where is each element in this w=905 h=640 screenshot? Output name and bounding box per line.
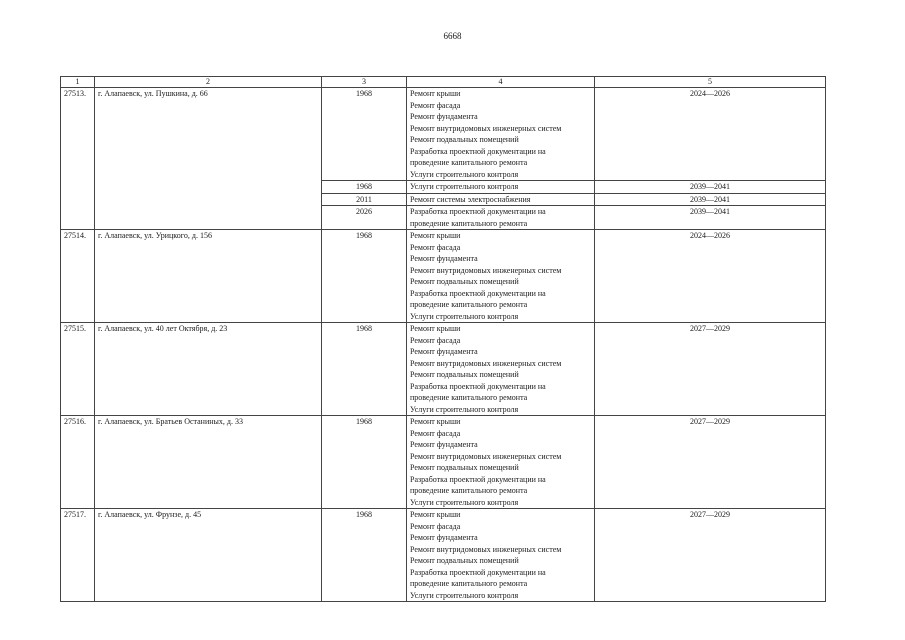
repair-schedule-table — [60, 76, 826, 602]
work-item: Ремонт крыши — [410, 324, 461, 333]
works-cell — [407, 181, 595, 194]
work-item: Ремонт внутридомовых инженерных систем — [410, 123, 562, 133]
work-item: Ремонт системы электроснабжения — [410, 194, 531, 204]
work-item: Ремонт крыши — [410, 231, 461, 240]
period-cell: 2039—2041 — [595, 206, 826, 230]
work-item: Услуги строительного контроля — [410, 404, 519, 414]
year-cell: 1968 — [322, 323, 407, 416]
table-row — [61, 230, 826, 323]
object-number: 27513. — [61, 88, 95, 230]
work-item: Ремонт подвальных помещений — [410, 556, 519, 565]
column-header: 1 — [61, 77, 95, 88]
work-item: Ремонт крыши — [410, 417, 461, 426]
table-row — [61, 416, 826, 509]
work-item: Ремонт подвальных помещений — [410, 135, 519, 144]
work-item: Ремонт фундамента — [410, 254, 478, 263]
work-item: Ремонт фасада — [410, 242, 461, 252]
column-header: 5 — [595, 77, 826, 88]
work-item: Ремонт крыши — [410, 89, 461, 98]
works-cell — [407, 416, 595, 509]
building-address: г. Алапаевск, ул. Фрунзе, д. 45 — [95, 509, 322, 602]
table-row — [61, 509, 826, 602]
work-item: Ремонт внутридомовых инженерных систем — [410, 265, 562, 275]
work-item: Ремонт фундамента — [410, 533, 478, 542]
work-item: проведение капитального ремонта — [410, 579, 528, 588]
works-cell — [407, 230, 595, 323]
work-item: Ремонт фасада — [410, 428, 461, 438]
work-item: Ремонт внутридомовых инженерных систем — [410, 544, 562, 554]
work-item: Разработка проектной документации на — [410, 146, 546, 156]
work-item: Услуги строительного контроля — [410, 311, 519, 321]
period-cell: 2027—2029 — [595, 416, 826, 509]
work-item: Услуги строительного контроля — [410, 182, 519, 191]
work-item: проведение капитального ремонта — [410, 486, 528, 495]
works-cell — [407, 323, 595, 416]
building-address: г. Алапаевск, ул. Урицкого, д. 156 — [95, 230, 322, 323]
object-number: 27516. — [61, 416, 95, 509]
object-number: 27515. — [61, 323, 95, 416]
period-cell: 2024—2026 — [595, 88, 826, 181]
object-number: 27514. — [61, 230, 95, 323]
work-item: Разработка проектной документации на — [410, 567, 546, 577]
year-cell: 1968 — [322, 181, 407, 194]
work-item: проведение капитального ремонта — [410, 300, 528, 309]
column-header: 3 — [322, 77, 407, 88]
column-header: 4 — [407, 77, 595, 88]
work-item: Ремонт подвальных помещений — [410, 463, 519, 472]
work-item: Ремонт фасада — [410, 521, 461, 531]
work-item: Разработка проектной документации на — [410, 288, 546, 298]
work-item: Ремонт крыши — [410, 510, 461, 519]
work-item: проведение капитального ремонта — [410, 218, 528, 228]
table-row — [61, 323, 826, 416]
work-item: Услуги строительного контроля — [410, 169, 519, 179]
work-item: Ремонт фундамента — [410, 112, 478, 121]
year-cell: 2026 — [322, 206, 407, 230]
work-item: Разработка проектной документации на — [410, 207, 546, 216]
column-header-row — [61, 77, 826, 88]
building-address: г. Алапаевск, ул. Братьев Останиных, д. 33 — [95, 416, 322, 509]
period-cell: 2027—2029 — [595, 509, 826, 602]
work-item: Разработка проектной документации на — [410, 381, 546, 391]
work-item: Услуги строительного контроля — [410, 590, 519, 600]
work-item: Разработка проектной документации на — [410, 474, 546, 484]
period-cell: 2027—2029 — [595, 323, 826, 416]
work-item: Ремонт подвальных помещений — [410, 277, 519, 286]
work-item: Ремонт внутридомовых инженерных систем — [410, 358, 562, 368]
page-number: 6668 — [443, 31, 462, 41]
year-cell: 1968 — [322, 88, 407, 181]
work-item: Услуги строительного контроля — [410, 497, 519, 507]
year-cell: 1968 — [322, 416, 407, 509]
works-cell — [407, 509, 595, 602]
table-row — [61, 88, 826, 181]
column-header: 2 — [95, 77, 322, 88]
building-address: г. Алапаевск, ул. Пушкина, д. 66 — [95, 88, 322, 230]
table-body — [61, 88, 826, 602]
period-cell: 2039—2041 — [595, 193, 826, 206]
work-item: проведение капитального ремонта — [410, 393, 528, 402]
work-item: Ремонт подвальных помещений — [410, 370, 519, 379]
work-item: Ремонт фасада — [410, 335, 461, 345]
building-address: г. Алапаевск, ул. 40 лет Октября, д. 23 — [95, 323, 322, 416]
works-cell — [407, 193, 595, 206]
work-item: Ремонт фундамента — [410, 347, 478, 356]
year-cell: 1968 — [322, 509, 407, 602]
work-item: Ремонт внутридомовых инженерных систем — [410, 451, 562, 461]
period-cell: 2039—2041 — [595, 181, 826, 194]
period-cell: 2024—2026 — [595, 230, 826, 323]
work-item: проведение капитального ремонта — [410, 158, 528, 167]
year-cell: 1968 — [322, 230, 407, 323]
object-number: 27517. — [61, 509, 95, 602]
works-cell — [407, 88, 595, 181]
works-cell — [407, 206, 595, 230]
work-item: Ремонт фасада — [410, 100, 461, 110]
year-cell: 2011 — [322, 193, 407, 206]
work-item: Ремонт фундамента — [410, 440, 478, 449]
